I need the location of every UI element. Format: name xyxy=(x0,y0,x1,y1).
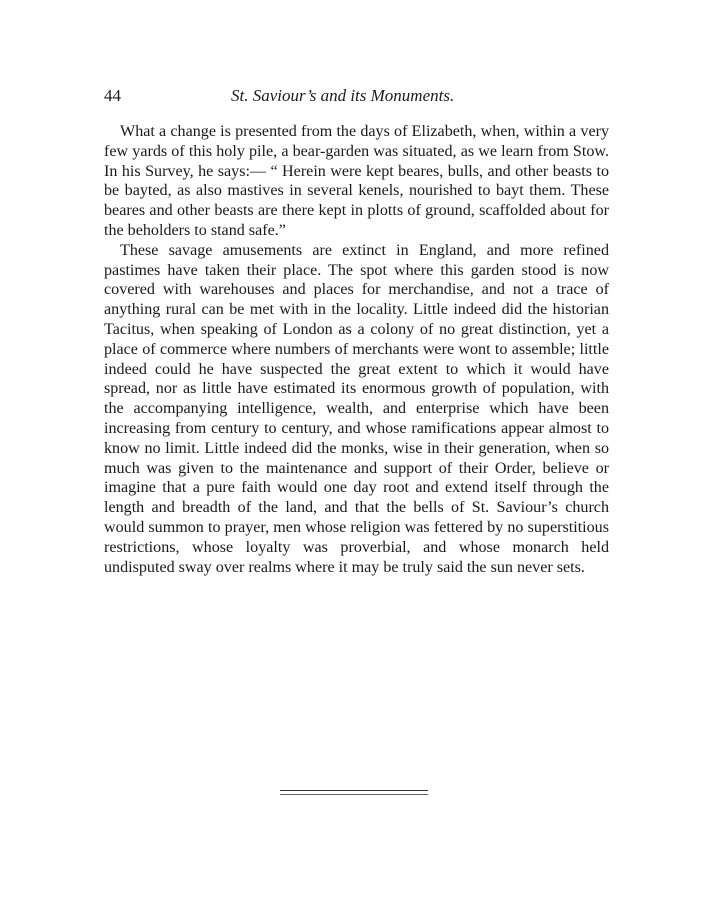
body-text xyxy=(104,122,609,577)
paragraph-elizabeth-bear-garden: What a change is presented from the days of Elizabeth, when, within a very few yards of this holy pile, a bear-garden was situated, as we learn from Stow. In his Survey, he says:— “ Herein were kept beares, bulls, and other beasts to be bayted, as also mastives in several kenels, nourished to bayt them. These beares and other beasts are there kept in plotts of ground, scaffolded about for the beholders to stand safe.” xyxy=(104,123,609,239)
page-number: 44 xyxy=(104,86,121,105)
running-title: St. Saviour’s and its Monuments. xyxy=(231,86,455,105)
paragraph-savage-amusements: These savage amusements are extinct in England, and more refined pastimes have taken their place. The spot where this garden stood is now covered with warehouses and places for merchandise, and not a trace of anything rural can be met with in the locality. Little indeed did the historian Tacitus, when speaking of London as a colony of no great distinction, yet a place of commerce where numbers of merchants were wont to assemble; little indeed could he have suspected the great extent to which it would have spread, nor as little have estimated its enormous growth of population, with the accompanying intelligence, wealth, and enterprise which have been increasing from century to century, and whose ramifications appear almost to know no limit. Little indeed did the monks, wise in their generation, when so much was given to the maintenance and support of their Order, believe or imagine that a pure faith would one day root and extend itself through the length and breadth of the land, and that the bells of St. Saviour’s church would summon to prayer, men whose religion was fettered by no superstitious restrictions, whose loyalty was proverbial, and whose monarch held undisputed sway over realms where it may be truly said the sun never sets. xyxy=(104,241,609,576)
running-head xyxy=(104,86,609,108)
section-end-rule xyxy=(280,790,428,795)
